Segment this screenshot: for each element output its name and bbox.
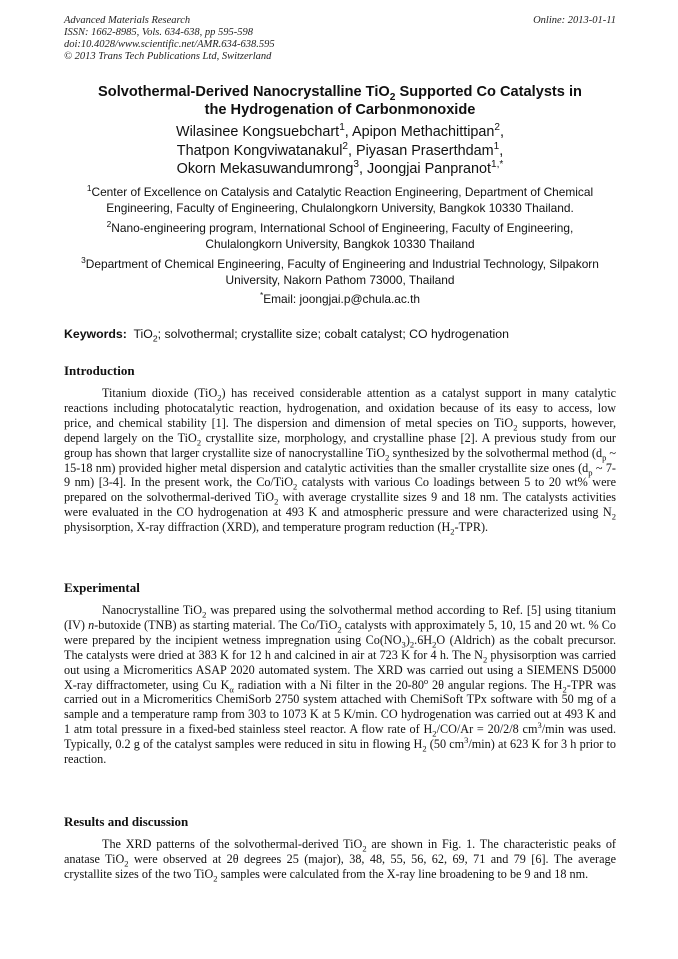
title-subscript: 2	[389, 91, 396, 103]
body-text-run: (50 cm	[426, 737, 465, 752]
paper-title	[60, 83, 620, 119]
body-text-run: with average crystallite sizes 9 and 18 nm. The catalysts activities were evaluated in the CO hydrogenation at 493 K and atmospheric pressure and were characterized using N	[64, 490, 616, 520]
journal-name: Advanced Materials Research	[64, 15, 191, 26]
email-text: Email: joongjai.p@chula.ac.th	[263, 292, 421, 306]
body-text-run: 2	[611, 511, 616, 522]
body-text-run: 2	[422, 743, 427, 754]
body-text-run: ~ 15-18 nm) provided higher metal dispersion and catalytic activities than the smaller crystallite size ones (d	[64, 445, 617, 475]
author-affil-sup: 2	[494, 122, 501, 134]
body-text-run: 2	[213, 873, 218, 884]
body-text-run: 2	[482, 654, 488, 665]
body-text-run: 3	[401, 639, 406, 650]
body-text-run: /min) at 623 K for 3 h prior to reaction.	[64, 737, 617, 767]
section-heading-introduction: Introduction	[64, 363, 135, 378]
body-text-run: Titanium dioxide (TiO	[102, 386, 218, 400]
body-text-run: Nanocrystalline TiO	[102, 603, 203, 617]
keywords	[64, 327, 624, 344]
title-text: Supported Co Catalysts in	[395, 84, 582, 100]
body-text-run: 2	[362, 843, 367, 854]
body-text-run: 2	[432, 728, 437, 739]
body-text-run: p	[602, 452, 607, 463]
author-affil-sup: 3	[353, 159, 360, 171]
body-text-run: 2	[337, 624, 342, 635]
affiliation-line	[58, 221, 622, 237]
results-paragraph	[64, 837, 616, 882]
body-text-run: physisorption was carried out using a Micromeritics ASAP 2020 automated system. The XRD was carried out using a SIEMENS D5000 X-ray diffractometer, using Cu K	[64, 647, 616, 692]
body-text-run: 2	[450, 526, 455, 537]
body-text-run: radiation with a Ni filter in the 20-80	[233, 677, 424, 692]
keyword-text: ; solvothermal; crystallite size; cobalt catalyst; CO hydrogenation	[157, 327, 509, 341]
author-affil-sup: 1	[339, 122, 345, 134]
body-text-run: 2	[385, 452, 390, 463]
affiliation-text: Nano-engineering program, International School of Engineering, Faculty of Engineering,	[111, 221, 574, 235]
body-text-run: p	[588, 466, 593, 477]
body-text-run: 2	[196, 437, 202, 448]
copyright-line: © 2013 Trans Tech Publications Ltd, Switzerland	[64, 51, 272, 62]
title-line-1	[60, 83, 620, 101]
author-line-3: Okorn Mekasuwandumrong$^3$, Joongjai Panpranot$^{1,*}$	[176, 159, 504, 177]
body-text-run: 2	[293, 481, 298, 492]
author-line-2: Thatpon Kongviwatanakul$^2$, Piyasan Praserthdam$^1$,	[176, 140, 504, 159]
body-text-run: ~ 7-9 nm) [3-4]. In the present work, the Co/TiO	[64, 460, 616, 490]
affiliation-line: Engineering, Faculty of Engineering, Chulalongkorn University, Bangkok 10330 Thailand.	[106, 200, 574, 215]
body-text-run: 2	[562, 683, 567, 694]
affiliation-sup: 1	[86, 183, 92, 194]
body-text-run: samples were calculated from the X-ray line broadening to be 9 and 18 nm.	[217, 866, 589, 881]
author-name: Piyasan Praserthdam	[356, 142, 494, 159]
affiliation-sup: 2	[106, 219, 112, 230]
body-text-run: -TPR).	[454, 520, 489, 535]
affiliation-text: Center of Excellence on Catalysis and Catalytic Reaction Engineering, Department of Chemical	[91, 185, 594, 199]
body-text-run: are shown in Fig. 1. The characteristic peaks of anatase TiO	[64, 837, 616, 866]
keywords-label: Keywords:	[64, 327, 127, 341]
body-text-run: crystallite size, morphology, and crystalline phase [2]. A previous study from our group has shown that larger crystallite size of nanocrystalline TiO	[64, 430, 616, 460]
body-text-run: catalysts with various Co loadings between 5 to 20 wt% were prepared on the solvothermal-derived TiO	[64, 475, 616, 505]
issn-line: ISSN: 1662-8985, Vols. 634-638, pp 595-598	[64, 27, 253, 38]
section-heading-experimental: Experimental	[64, 580, 140, 595]
body-text-run: 2	[217, 392, 222, 403]
body-text-run: 3	[537, 720, 542, 731]
keyword-text: TiO	[133, 327, 153, 341]
body-text-run: ) has received considerable attention as a catalyst support in many catalytic reactions including photocatalytic reaction, hydrogenation, and oxidation because of its easy to access, low price, and chemical stability [1]. The dispersion and dimension of metal species on TiO	[64, 386, 616, 430]
author-name: Apipon Methachittipan	[352, 124, 495, 140]
author-line-1: Wilasinee Kongsuebchart$^1$, Apipon Methachittipan$^2$,	[175, 122, 505, 140]
affiliation-sup: 3	[81, 255, 86, 266]
doi-line: doi:10.4028/www.scientific.net/AMR.634-638.595	[64, 39, 275, 50]
body-text-run: o	[423, 675, 429, 686]
affiliation-line	[58, 257, 622, 273]
body-text-run: /CO/Ar = 20/2/8 cm	[436, 722, 538, 737]
author-affil-sup: 1	[493, 140, 500, 152]
corresponding-email	[58, 292, 622, 308]
body-text-run: physisorption, X-ray diffraction (XRD), and temperature program reduction (H	[64, 520, 451, 535]
body-text-run: 2	[409, 639, 415, 650]
body-text-run: was prepared using the solvothermal method according to Ref. [5] using titanium (IV)	[64, 603, 616, 632]
body-text-run: synthesized by the solvothermal method (d	[389, 445, 603, 460]
affiliation-1	[58, 185, 622, 216]
body-text-run: 2	[513, 422, 518, 433]
title-text: Solvothermal-Derived Nanocrystalline TiO	[98, 84, 390, 100]
experimental-paragraph	[64, 603, 616, 767]
affiliation-line: Chulalongkorn University, Bangkok 10330 Thailand	[205, 236, 475, 251]
introduction-paragraph	[64, 386, 616, 535]
affiliation-line: University, Nakorn Pathom 73000, Thailand	[225, 272, 455, 287]
body-text-run: α	[229, 683, 234, 694]
body-text-run: were observed at 2θ degrees 25 (major), 38, 48, 55, 56, 62, 69, 71 and 79 [6]. The average crystallite sizes of the two TiO	[64, 851, 616, 881]
author-name: Thatpon Kongviwatanakul	[176, 142, 343, 159]
body-text-run: 2	[124, 858, 129, 869]
online-date: Online: 2013-01-11	[533, 15, 616, 26]
body-text-run: 3	[464, 735, 469, 746]
body-text-run: -TPR was carried out in a Micromeritics ChemiSorb 2750 system attached with ChemiSoft TPx software with 50 mg of a sample and a temperature ramp from 303 to 1073 K at 5 K/min. CO hydrogenation was carried out at 493 K and 1 atm total pressure in a fixed-bed stainless steel reactor. A flow rate of H	[64, 677, 616, 737]
affiliation-line	[58, 185, 622, 201]
body-text-run: 2θ angular regions. The H	[428, 677, 563, 692]
affiliation-text: Department of Chemical Engineering, Faculty of Engineering and Industrial Technology, Silpakorn	[85, 257, 599, 271]
body-text-run: catalysts with approximately 5, 10, 15 and 20 wt. % Co were prepared by the incipient wetness impregnation using Co(NO	[64, 617, 616, 647]
author-name: Okorn Mekasuwandumrong	[176, 161, 354, 177]
section-heading-results: Results and discussion	[64, 814, 189, 829]
author-name: Wilasinee Kongsuebchart	[175, 124, 340, 140]
body-text-run: supports, however, depend largely on the TiO	[64, 415, 616, 445]
body-text-run: /min was used. Typically, 0.2 g of the catalyst samples were reduced in situ in flowing H	[64, 722, 617, 752]
affiliation-2	[58, 221, 622, 252]
body-text-run: )	[405, 632, 410, 647]
email-sup: *	[259, 290, 264, 301]
body-text-run: .6H	[414, 632, 433, 647]
keyword-subscript: 2	[152, 333, 158, 344]
author-name: Joongjai Panpranot	[367, 161, 492, 177]
body-text-run: n	[88, 617, 95, 632]
body-text-run: 2	[432, 639, 437, 650]
author-affil-sup: 2	[342, 140, 349, 152]
title-line-2: the Hydrogenation of Carbonmonoxide	[204, 102, 476, 118]
body-text-run: O (Aldrich) as the cobalt precursor. The catalysts were dried at 383 K for 12 h and calcined in air at 723 K for 4 h. The N	[64, 632, 616, 662]
affiliation-3	[58, 257, 622, 288]
body-text-run: 2	[274, 496, 279, 507]
journal-header	[64, 15, 275, 63]
body-text-run: The XRD patterns of the solvothermal-derived TiO	[102, 837, 363, 851]
author-affil-sup: 1,*	[491, 159, 504, 171]
body-text-run: -butoxide (TNB) as starting material. The Co/TiO	[94, 617, 338, 632]
author-list	[60, 123, 620, 179]
body-text-run: 2	[202, 609, 207, 620]
